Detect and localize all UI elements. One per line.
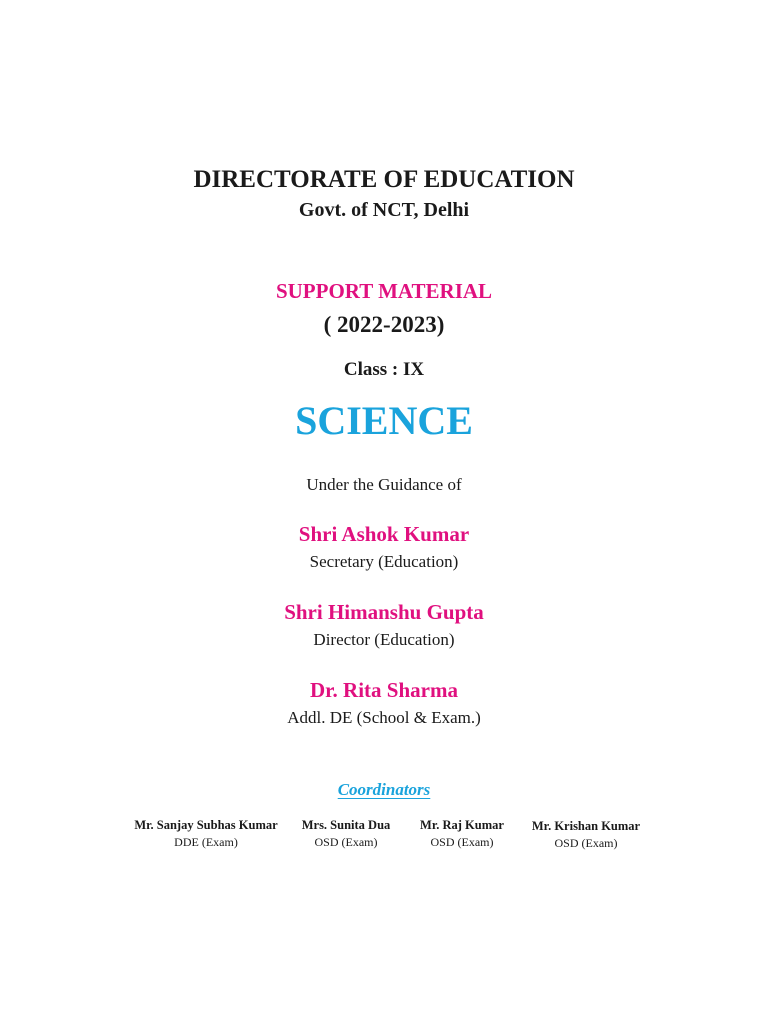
- coordinators-heading: [0, 780, 768, 800]
- coordinator-1: [131, 818, 281, 850]
- guidance-intro: Under the Guidance of: [306, 475, 462, 494]
- coordinator-4: [526, 819, 646, 851]
- subject-title: SCIENCE: [295, 398, 473, 443]
- guidance-role-addl-de: Addl. DE (School & Exam.): [287, 708, 481, 727]
- coordinator-role: OSD (Exam): [554, 836, 618, 850]
- coordinator-role: DDE (Exam): [174, 835, 238, 849]
- coordinator-2: [290, 818, 402, 850]
- guidance-role-director: Director (Education): [313, 630, 455, 649]
- coordinator-role: OSD (Exam): [314, 835, 378, 849]
- support-material-title: SUPPORT MATERIAL: [275, 279, 493, 303]
- guidance-name-secretary: Shri Ashok Kumar: [298, 522, 470, 546]
- organization-title: DIRECTORATE OF EDUCATION: [193, 166, 575, 193]
- coordinator-role: OSD (Exam): [430, 835, 494, 849]
- coordinator-name: Mr. Krishan Kumar: [531, 819, 641, 833]
- academic-year: ( 2022-2023): [323, 312, 445, 337]
- coordinator-3: [410, 818, 514, 850]
- government-subtitle: Govt. of NCT, Delhi: [298, 199, 470, 221]
- guidance-role-secretary: Secretary (Education): [309, 552, 459, 571]
- class-label: Class : IX: [343, 359, 425, 380]
- coordinator-name: Mr. Raj Kumar: [420, 818, 504, 832]
- coordinator-name: Mrs. Sunita Dua: [301, 818, 391, 832]
- coordinator-name: Mr. Sanjay Subhas Kumar: [134, 818, 278, 832]
- guidance-name-director: Shri Himanshu Gupta: [284, 600, 484, 624]
- guidance-name-addl-de: Dr. Rita Sharma: [310, 678, 458, 702]
- coordinators-heading-text: Coordinators: [337, 780, 431, 799]
